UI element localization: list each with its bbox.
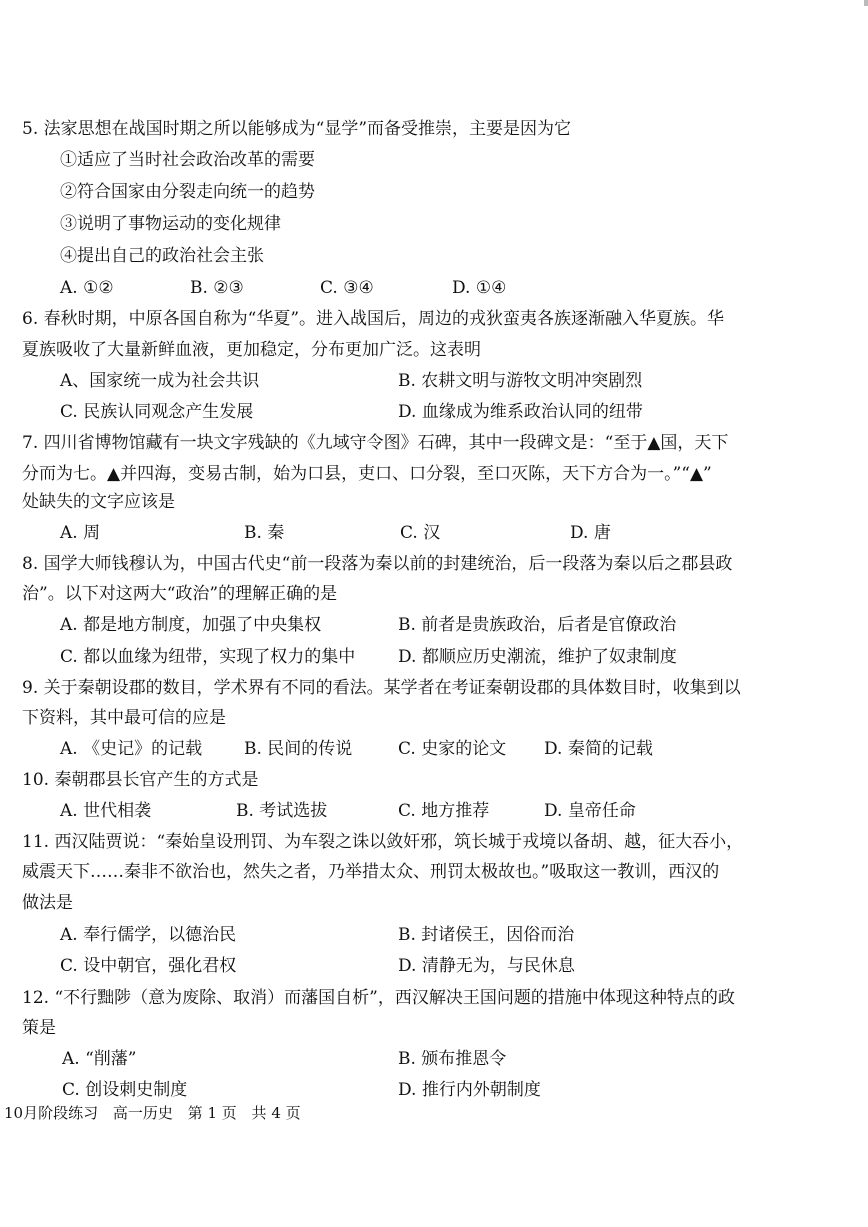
q11-option-a: A. 奉行儒学，以德治民 (60, 925, 237, 945)
q12-option-d: D. 推行内外朝制度 (398, 1080, 541, 1100)
q7-stem-line-2: 分而为七。▲并四海，变易古制，始为口县，吏口、口分裂，至口灭陈，天下方合为一。”“▲” (22, 464, 712, 484)
q9-stem-line-1: 9. 关于秦朝设郡的数目，学术界有不同的看法。某学者在考证秦朝设郡的具体数目时，收集到以 (22, 678, 741, 698)
q8-option-a: A. 都是地方制度，加强了中央集权 (60, 615, 322, 635)
q5-option-b: B. ②③ (190, 278, 244, 298)
q11-stem-line-2: 威震天下……秦非不欲治也，然失之者，乃举措太众、刑罚太极故也。”吸取这一教训，西汉的 (22, 862, 720, 882)
q6-option-d: D. 血缘成为维系政治认同的纽带 (398, 402, 643, 422)
footer-exam-name: 10月阶段练习 (4, 1104, 99, 1122)
footer-subject: 高一历史 (112, 1104, 173, 1122)
q5-option-a: A. ①② (60, 278, 114, 298)
q5-item-3: ③说明了事物运动的变化规律 (60, 214, 281, 234)
q11-stem-line-1: 11. 西汉陆贾说：“秦始皇设刑罚、为车裂之诛以敛奸邪，筑长城于戎境以备胡、越，征大吞小， (22, 832, 744, 852)
q9-option-c: C. 史家的论文 (398, 739, 507, 759)
q9-option-a: A. 《史记》的记载 (60, 739, 203, 759)
q5-stem: 5. 法家思想在战国时期之所以能够成为“显学”而备受推崇，主要是因为它 (22, 119, 572, 139)
q12-option-c: C. 创设刺史制度 (62, 1080, 188, 1100)
q12-stem-line-2: 策是 (22, 1018, 56, 1038)
q10-option-b: B. 考试选拔 (236, 801, 328, 821)
q11-stem-line-3: 做法是 (22, 893, 73, 913)
q8-option-b: B. 前者是贵族政治，后者是官僚政治 (398, 615, 677, 635)
q6-stem-line-1: 6. 春秋时期，中原各国自称为“华夏”。进入战国后，周边的戎狄蛮夷各族逐渐融入华夏族。华 (22, 309, 725, 329)
q5-item-2: ②符合国家由分裂走向统一的趋势 (60, 182, 315, 202)
page-footer (4, 1102, 311, 1123)
q10-option-a: A. 世代相袭 (60, 801, 152, 821)
q7-stem-line-1: 7. 四川省博物馆藏有一块文字残缺的《九域守令图》石碑，其中一段碑文是：“至于▲国，天下 (22, 433, 729, 453)
q7-option-c: C. 汉 (400, 523, 441, 543)
q6-option-c: C. 民族认同观念产生发展 (60, 402, 254, 422)
q7-option-a: A. 周 (60, 523, 101, 543)
q7-option-b: B. 秦 (244, 523, 285, 543)
q12-stem-line-1: 12. “不行黜陟（意为废除、取消）而藩国自析”，西汉解决王国问题的措施中体现这种特点的政 (22, 988, 735, 1008)
q11-option-d: D. 清静无为，与民休息 (398, 956, 575, 976)
scan-edge-mark (864, 0, 868, 6)
q6-stem-line-2: 夏族吸收了大量新鲜血液，更加稳定，分布更加广泛。这表明 (22, 340, 481, 360)
q9-option-b: B. 民间的传说 (244, 739, 353, 759)
q5-option-d: D. ①④ (452, 278, 507, 298)
q8-option-d: D. 都顺应历史潮流，维护了奴隶制度 (398, 647, 677, 667)
q5-item-1: ①适应了当时社会政治改革的需要 (60, 150, 315, 170)
q10-option-d: D. 皇帝任命 (544, 801, 636, 821)
q6-option-b: B. 农耕文明与游牧文明冲突剧烈 (398, 371, 643, 391)
q7-option-d: D. 唐 (570, 523, 611, 543)
q10-option-c: C. 地方推荐 (398, 801, 490, 821)
q5-item-4: ④提出自己的政治社会主张 (60, 246, 264, 266)
q6-option-a: A、国家统一成为社会共识 (60, 371, 260, 391)
q8-option-c: C. 都以血缘为纽带，实现了权力的集中 (60, 647, 356, 667)
q8-stem-line-1: 8. 国学大师钱穆认为，中国古代史“前一段落为秦以前的封建统治，后一段落为秦以后之郡县政 (22, 554, 733, 574)
q8-stem-line-2: 治”。以下对这两大“政治”的理解正确的是 (22, 584, 338, 604)
q9-option-d: D. 秦简的记载 (544, 739, 653, 759)
q5-option-c: C. ③④ (320, 278, 374, 298)
q11-option-b: B. 封诸侯王，因俗而治 (398, 925, 575, 945)
q11-option-c: C. 设中朝官，强化君权 (60, 956, 237, 976)
q10-stem: 10. 秦朝郡县长官产生的方式是 (22, 770, 259, 790)
q12-option-a: A. “削藩” (62, 1049, 137, 1069)
footer-page-number: 第 1 页 (187, 1104, 237, 1122)
q7-stem-line-3: 处缺失的文字应该是 (22, 492, 175, 512)
footer-page-total: 共 4 页 (251, 1104, 301, 1122)
q9-stem-line-2: 下资料，其中最可信的应是 (22, 708, 226, 728)
q12-option-b: B. 颁布推恩令 (398, 1049, 507, 1069)
